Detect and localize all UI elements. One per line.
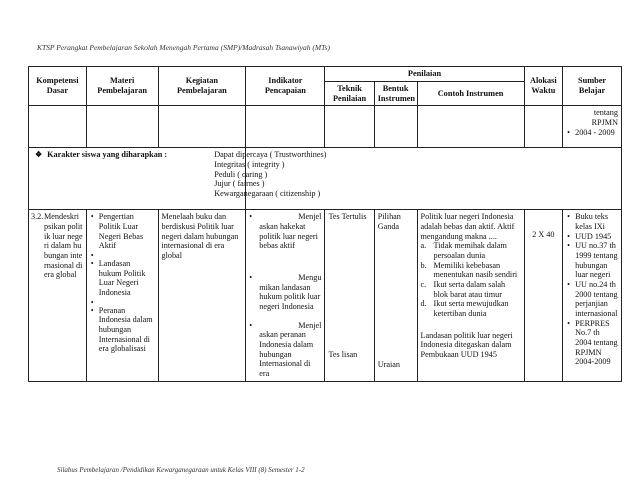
sumber-item: • UU no.24 th 2000 tentang perjanjian internasional xyxy=(575,280,618,319)
sumber-item: • UU no.37 th 1999 tentang hubungan luar negeri xyxy=(575,241,618,280)
syllabus-table xyxy=(28,66,622,382)
teknik-item: Tes Tertulis xyxy=(328,212,367,222)
sumber-item: • Buku teks kelas IXi xyxy=(575,212,618,231)
header-indikator: Indikator Pencapaian xyxy=(246,67,325,106)
contoh-option: a. Tidak memihak dalam persoalan dunia xyxy=(420,241,507,261)
sumber-cell xyxy=(563,210,622,381)
header-kompetensi: Kompetensi Dasar xyxy=(29,67,87,106)
indikator-text: mikan landasan hukum politik luar negeri Indonesia xyxy=(259,282,321,312)
kompetensi-number: 3.2. xyxy=(31,212,44,222)
contoh-cell xyxy=(417,210,524,381)
alokasi-cell: 2 X 40 xyxy=(524,210,563,381)
karakter-values xyxy=(214,148,590,210)
page-footer: Silabus Pembelajaran /Pendidikan Kewarganegaraan untuk Kelas VIII (8) Semester 1-2 xyxy=(57,466,305,474)
contoh-essay: Landasan politik luar negeri Indonesia ditegaskan dalam Pembukaan UUD 1945 xyxy=(420,330,513,360)
karakter-label: Karakter siswa yang diharapkan : xyxy=(47,150,168,160)
materi-item: • Pengertian Politik Luar Negeri Bebas Aktif xyxy=(99,212,155,251)
teknik-cell xyxy=(325,210,374,381)
indikator-cell: • Menjel askan hakekat politik luar negeri bebas aktif • Mengu mikan landasan hukum politik luar negeri Indonesia • Menjel askan peranan Indonesia dalam hubungan Internasional di era xyxy=(246,210,325,381)
kompetensi-cell xyxy=(29,210,87,381)
header-bentuk: Bentuk Instrumen xyxy=(374,81,417,106)
kompetensi-text: Mendeskripsikan politik luar negeri dalam hubungan internasional di era global xyxy=(44,212,83,280)
karakter-value: Integritas ( integrity ) xyxy=(214,160,285,170)
bentuk-item: Uraian xyxy=(377,359,400,369)
contoh-option: c. Ikut serta dalam salah blok barat atau timur xyxy=(420,280,506,299)
contoh-option: d. Ikut serta mewujudkan ketertiban dunia xyxy=(420,299,509,319)
indikator-head: Menjel xyxy=(298,212,322,222)
indikator-text: askan hakekat politik luar negeri bebas aktif xyxy=(259,222,318,251)
sumber-item: • UUD 1945 xyxy=(575,232,618,242)
contoh-option: b. Memiliki kebebasan menentukan nasib sendiri xyxy=(420,260,518,280)
carryover-sumber-item: • 2004 - 2009 xyxy=(575,128,618,138)
header-teknik: Teknik Penilaian xyxy=(325,81,374,106)
materi-item: • Landasan hukum Politik Luar Negeri Indonesia xyxy=(99,259,155,298)
karakter-value: Dapat dipercaya ( Trustworthines) xyxy=(214,150,327,160)
teknik-item: Tes lisan xyxy=(328,350,358,360)
carryover-sumber-text: tentang RPJMN xyxy=(591,108,618,128)
header-penilaian: Penilaian xyxy=(325,67,524,82)
header-materi: Materi Pembelajaran xyxy=(86,67,158,106)
page-header: KTSP Perangkat Pembelajaran Sekolah Menengah Pertama (SMP)/Madrasah Tsanawiyah (MTs) xyxy=(37,43,331,52)
karakter-value: Peduli ( caring ) xyxy=(214,169,268,179)
karakter-value: Kewarganegaraan ( citizenship ) xyxy=(214,189,321,199)
karakter-value: Jujur ( fairnes ) xyxy=(214,179,265,189)
materi-item: • Peranan Indonesia dalam hubungan Internasional di era globalisasi xyxy=(99,306,155,354)
indikator-head: Menjel xyxy=(298,320,322,330)
header-alokasi: Alokasi Waktu xyxy=(524,67,563,106)
header-kegiatan: Kegiatan Pembelajaran xyxy=(158,67,246,106)
header-contoh: Contoh Instrumen xyxy=(417,81,524,106)
sumber-item: • PERPRES No.7 th 2004 tentang RPJMN 2004-2009 xyxy=(575,319,618,367)
diamond-bullet-icon: ❖ xyxy=(35,150,43,160)
carryover-sumber-cell xyxy=(563,106,622,148)
contoh-intro: Politik luar negeri Indonesia adalah bebas dan aktif. Aktif mengandung makna .... xyxy=(420,212,515,241)
indikator-text: askan peranan Indonesia dalam hubungan Internasional di era xyxy=(259,330,314,379)
materi-cell xyxy=(86,210,158,381)
kegiatan-cell: Menelaah buku dan berdiskusi Politik luar negeri dalam hubungan internasional di era global xyxy=(158,210,246,381)
bentuk-item: Pilihan Ganda xyxy=(377,212,401,232)
header-sumber: Sumber Belajar xyxy=(563,67,622,106)
bentuk-cell xyxy=(374,210,417,381)
indikator-head: Mengu xyxy=(298,273,322,283)
